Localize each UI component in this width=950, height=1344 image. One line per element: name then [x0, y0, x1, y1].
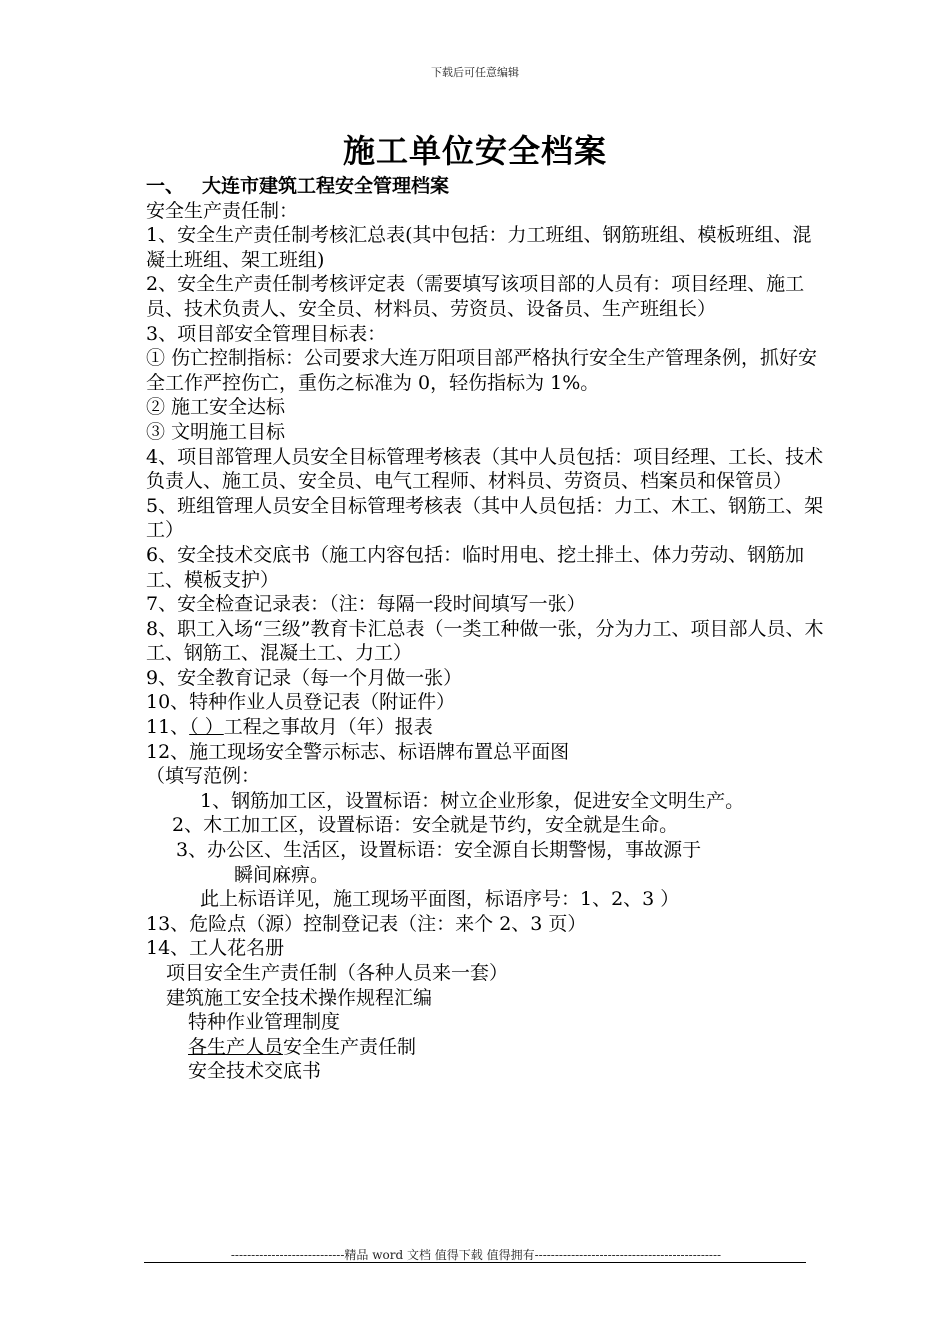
- slogan-note: 此上标语详见，施工现场平面图，标语序号：1、2、3 ）: [200, 888, 680, 911]
- appendix-item-2: 建筑施工安全技术操作规程汇编: [166, 986, 433, 1009]
- slogan-1: 1、钢筋加工区，设置标语：树立企业形象，促进安全文明生产。: [200, 789, 745, 812]
- sub-item-3b: ② 施工安全达标: [146, 396, 286, 419]
- slogan-3-continued: 瞬间麻痹。: [234, 863, 330, 886]
- list-item-13: 13、危险点（源）控制登记表（注：来个 2、3 页）: [146, 912, 587, 935]
- footer-rule: [144, 1262, 806, 1263]
- appendix-item-4-text: 安全生产责任制: [283, 1035, 417, 1058]
- section-number: 一、: [146, 175, 185, 197]
- example-note: （填写范例：: [146, 765, 261, 788]
- slogan-3: 3、办公区、生活区，设置标语：安全源自长期警惕，事故源于: [176, 839, 702, 862]
- sub-item-3a: ① 伤亡控制指标：公司要求大连万阳项目部严格执行安全生产管理条例，抓好安全工作严控伤亡，重伤之标准为 0，轻伤指标为 1%。: [146, 347, 818, 394]
- slogan-2: 2、木工加工区，设置标语：安全就是节约，安全就是生命。: [172, 814, 679, 837]
- list-item-10: 10、特种作业人员登记表（附证件）: [146, 691, 456, 714]
- list-item-8: 8、职工入场“三级”教育卡汇总表（一类工种做一张，分为力工、项目部人员、木工、钢筋工、混凝土工、力工）: [146, 617, 824, 665]
- appendix-item-5: 安全技术交底书: [188, 1060, 322, 1083]
- list-item-2: 2、安全生产责任制考核评定表（需要填写该项目部的人员有：项目经理、施工员、技术负责人、安全员、材料员、劳资员、设备员、生产班组长）: [146, 273, 805, 320]
- underlined-text: 各生产人员: [188, 1035, 284, 1058]
- appendix-item-1: 项目安全生产责任制（各种人员来一套）: [166, 962, 509, 984]
- list-item-9: 9、安全教育记录（每一个月做一张）: [146, 666, 463, 689]
- list-item-11: [146, 715, 826, 740]
- intro-line: 安全生产责任制：: [146, 199, 299, 222]
- list-item-1: 1、安全生产责任制考核汇总表(其中包括：力工班组、钢筋班组、模板班组、混凝土班组、架工班组): [146, 224, 812, 271]
- list-item-5: 5、班组管理人员安全目标管理考核表（其中人员包括：力工、木工、钢筋工、架工）: [146, 494, 824, 542]
- list-item-7: 7、安全检查记录表：（注：每隔一段时间填写一张）: [146, 593, 586, 616]
- blank-field: （ ）: [189, 716, 224, 739]
- appendix-item-3: 特种作业管理制度: [188, 1011, 341, 1034]
- document-body: [146, 174, 826, 1084]
- list-item-12: 12、施工现场安全警示标志、标语牌布置总平面图: [146, 740, 570, 763]
- section-title: 大连市建筑工程安全管理档案: [202, 175, 450, 197]
- list-item-11-text: 工程之事故月（年）报表: [223, 716, 433, 739]
- list-item-11-prefix: 11、: [146, 716, 190, 739]
- header-note: 下载后可任意编辑: [431, 66, 519, 79]
- page-title: 施工单位安全档案: [342, 132, 607, 170]
- section-heading: [146, 174, 826, 199]
- footer-text: ----------------------------精品 word 文档 值得下载 值得拥有----------------------------------------------: [230, 1248, 722, 1262]
- sub-item-3c: ③ 文明施工目标: [146, 420, 286, 443]
- list-item-6: 6、安全技术交底书（施工内容包括：临时用电、挖土排土、体力劳动、钢筋加工、模板支护）: [146, 543, 805, 591]
- list-item-3: 3、项目部安全管理目标表：: [146, 322, 387, 345]
- appendix-item-4: [146, 1035, 826, 1060]
- list-item-4: 4、项目部管理人员安全目标管理考核表（其中人员包括：项目经理、工长、技术负责人、施工员、安全员、电气工程师、材料员、劳资员、档案员和保管员）: [146, 445, 824, 493]
- list-item-14: 14、工人花名册: [146, 937, 285, 960]
